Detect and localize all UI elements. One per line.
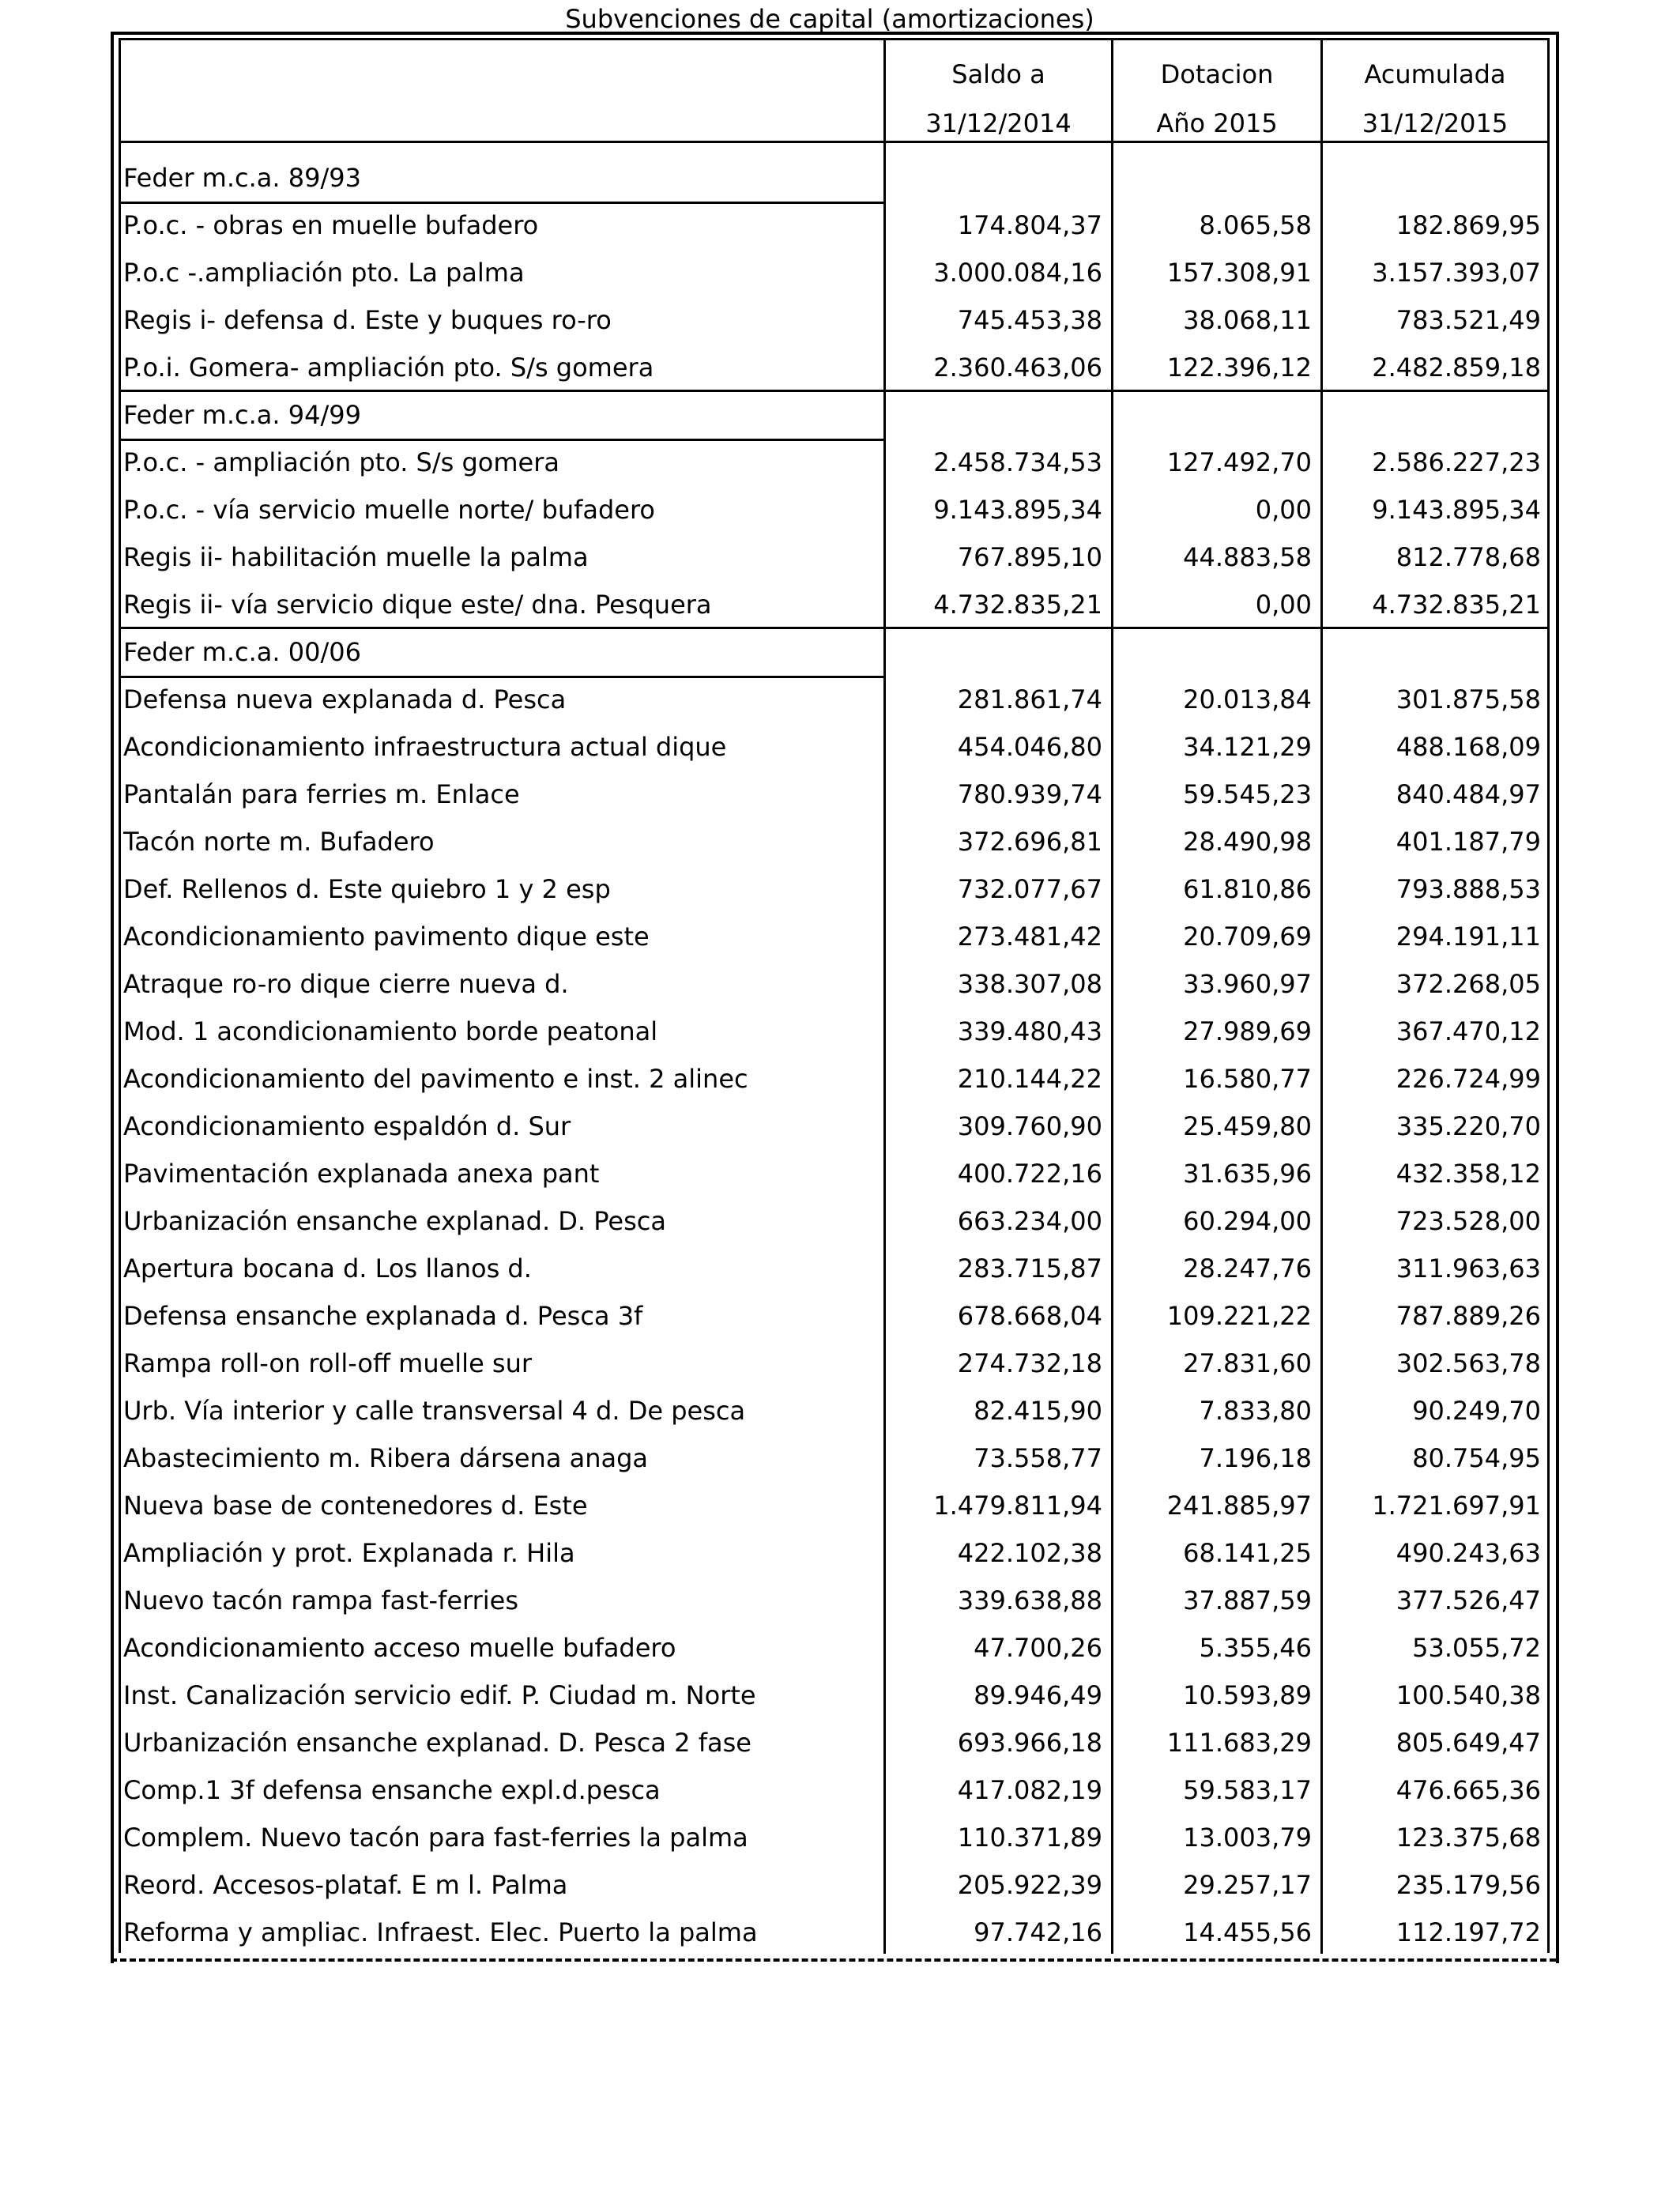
- row-acumulada-2015: 432.358,12: [1396, 1159, 1541, 1189]
- row-label: P.o.i. Gomera- ampliación pto. S/s gomera: [123, 352, 654, 383]
- row-acumulada-2015: 301.875,58: [1396, 684, 1541, 714]
- row-acumulada-2015: 377.526,47: [1396, 1585, 1541, 1615]
- row-acumulada-2015: 2.482.859,18: [1372, 352, 1541, 383]
- row-acumulada-2015: 4.732.835,21: [1372, 590, 1541, 620]
- row-acumulada-2015: 476.665,36: [1396, 1775, 1541, 1805]
- row-acumulada-2015: 401.187,79: [1396, 827, 1541, 857]
- header-dotacion-line2: Año 2015: [1156, 108, 1278, 138]
- row-dotacion-2015: 127.492,70: [1166, 447, 1312, 477]
- row-label: Comp.1 3f defensa ensanche expl.d.pesca: [123, 1775, 661, 1805]
- row-acumulada-2015: 793.888,53: [1396, 874, 1541, 904]
- row-label: P.o.c. - ampliación pto. S/s gomera: [123, 447, 559, 477]
- table-row: [0, 1672, 1680, 1719]
- row-acumulada-2015: 226.724,99: [1396, 1064, 1541, 1094]
- header-dotacion-line1: Dotacion: [1160, 59, 1274, 89]
- row-label: P.o.c -.ampliación pto. La palma: [123, 258, 525, 288]
- row-dotacion-2015: 33.960,97: [1183, 969, 1312, 999]
- row-saldo-2014: 732.077,67: [957, 874, 1102, 904]
- table-row: [0, 1814, 1680, 1861]
- table-row: [0, 344, 1680, 391]
- row-label: Defensa nueva explanada d. Pesca: [123, 684, 567, 714]
- row-saldo-2014: 767.895,10: [957, 542, 1102, 572]
- row-label: Reord. Accesos-plataf. E m l. Palma: [123, 1870, 568, 1900]
- row-acumulada-2015: 840.484,97: [1396, 779, 1541, 809]
- row-dotacion-2015: 241.885,97: [1166, 1491, 1312, 1521]
- row-saldo-2014: 454.046,80: [957, 732, 1102, 762]
- row-dotacion-2015: 27.831,60: [1183, 1348, 1312, 1378]
- table-row: [0, 1245, 1680, 1292]
- table-row: [0, 1008, 1680, 1055]
- row-label: Regis ii- habilitación muelle la palma: [123, 542, 589, 572]
- row-label: Mod. 1 acondicionamiento borde peatonal: [123, 1016, 658, 1046]
- row-saldo-2014: 417.082,19: [957, 1775, 1102, 1805]
- row-saldo-2014: 82.415,90: [974, 1396, 1102, 1426]
- row-saldo-2014: 47.700,26: [974, 1633, 1102, 1663]
- row-dotacion-2015: 28.247,76: [1183, 1253, 1312, 1284]
- row-saldo-2014: 678.668,04: [957, 1301, 1102, 1331]
- row-acumulada-2015: 311.963,63: [1396, 1253, 1541, 1284]
- row-saldo-2014: 339.638,88: [957, 1585, 1102, 1615]
- row-label: Urb. Vía interior y calle transversal 4 d. De pesca: [123, 1396, 746, 1426]
- row-dotacion-2015: 59.545,23: [1183, 779, 1312, 809]
- row-acumulada-2015: 3.157.393,07: [1372, 258, 1541, 288]
- row-label: Acondicionamiento pavimento dique este: [123, 922, 650, 952]
- row-acumulada-2015: 723.528,00: [1396, 1206, 1541, 1236]
- table-row: [0, 1387, 1680, 1434]
- table-row: [0, 1719, 1680, 1766]
- row-label: Urbanización ensanche explanad. D. Pesca 2 fase: [123, 1728, 751, 1758]
- row-saldo-2014: 400.722,16: [957, 1159, 1102, 1189]
- row-saldo-2014: 780.939,74: [957, 779, 1102, 809]
- row-dotacion-2015: 31.635,96: [1183, 1159, 1312, 1189]
- row-label: P.o.c. - obras en muelle bufadero: [123, 210, 539, 240]
- table-row: [0, 202, 1680, 249]
- row-dotacion-2015: 10.593,89: [1183, 1680, 1312, 1710]
- row-acumulada-2015: 787.889,26: [1396, 1301, 1541, 1331]
- row-saldo-2014: 73.558,77: [974, 1443, 1102, 1473]
- table-row: [0, 771, 1680, 818]
- row-dotacion-2015: 5.355,46: [1199, 1633, 1312, 1663]
- row-dotacion-2015: 14.455,56: [1183, 1917, 1312, 1947]
- row-saldo-2014: 205.922,39: [957, 1870, 1102, 1900]
- row-acumulada-2015: 90.249,70: [1412, 1396, 1541, 1426]
- section-header: [0, 628, 1680, 676]
- row-acumulada-2015: 294.191,11: [1396, 922, 1541, 952]
- row-acumulada-2015: 372.268,05: [1396, 969, 1541, 999]
- table-row: [0, 296, 1680, 344]
- table-row: [0, 818, 1680, 865]
- table-row: [0, 1861, 1680, 1909]
- row-label: Acondicionamiento espaldón d. Sur: [123, 1111, 571, 1141]
- row-label: Nuevo tacón rampa fast-ferries: [123, 1585, 518, 1615]
- row-saldo-2014: 97.742,16: [974, 1917, 1102, 1947]
- row-acumulada-2015: 100.540,38: [1396, 1680, 1541, 1710]
- table-row: [0, 1150, 1680, 1197]
- row-saldo-2014: 422.102,38: [957, 1538, 1102, 1568]
- row-dotacion-2015: 68.141,25: [1183, 1538, 1312, 1568]
- row-saldo-2014: 1.479.811,94: [933, 1491, 1102, 1521]
- table-row: [0, 913, 1680, 960]
- section-header: [0, 391, 1680, 439]
- row-dotacion-2015: 20.709,69: [1183, 922, 1312, 952]
- header-saldo-line1: Saldo a: [951, 59, 1045, 89]
- table-row: [0, 1909, 1680, 1956]
- row-saldo-2014: 4.732.835,21: [933, 590, 1102, 620]
- row-dotacion-2015: 34.121,29: [1183, 732, 1312, 762]
- table-row: [0, 581, 1680, 628]
- header-acumulada-line1: Acumulada: [1364, 59, 1506, 89]
- row-label: Complem. Nuevo tacón para fast-ferries la palma: [123, 1823, 748, 1853]
- row-label: Acondicionamiento acceso muelle bufadero: [123, 1633, 676, 1663]
- table-row: [0, 486, 1680, 533]
- row-acumulada-2015: 783.521,49: [1396, 305, 1541, 335]
- table-row: [0, 1434, 1680, 1482]
- row-dotacion-2015: 13.003,79: [1183, 1823, 1312, 1853]
- row-dotacion-2015: 0,00: [1255, 495, 1312, 525]
- table-row: [0, 1482, 1680, 1529]
- table-row: [0, 439, 1680, 486]
- table-row: [0, 249, 1680, 296]
- row-label: Atraque ro-ro dique cierre nueva d.: [123, 969, 569, 999]
- section-header: [0, 154, 1680, 202]
- table-row: [0, 533, 1680, 581]
- row-label: Acondicionamiento del pavimento e inst. 2 alinec: [123, 1064, 748, 1094]
- table-row: [0, 723, 1680, 771]
- table-bottom-dashed-line: [111, 1958, 1556, 1962]
- row-dotacion-2015: 20.013,84: [1183, 684, 1312, 714]
- table-row: [0, 1529, 1680, 1577]
- row-dotacion-2015: 157.308,91: [1166, 258, 1312, 288]
- section-title: Feder m.c.a. 94/99: [123, 400, 361, 430]
- row-dotacion-2015: 44.883,58: [1183, 542, 1312, 572]
- row-label: Inst. Canalización servicio edif. P. Ciudad m. Norte: [123, 1680, 756, 1710]
- row-saldo-2014: 2.458.734,53: [933, 447, 1102, 477]
- row-acumulada-2015: 80.754,95: [1412, 1443, 1541, 1473]
- row-saldo-2014: 339.480,43: [957, 1016, 1102, 1046]
- row-dotacion-2015: 25.459,80: [1183, 1111, 1312, 1141]
- row-saldo-2014: 274.732,18: [957, 1348, 1102, 1378]
- row-acumulada-2015: 9.143.895,34: [1372, 495, 1541, 525]
- row-label: Ampliación y prot. Explanada r. Hila: [123, 1538, 575, 1568]
- row-acumulada-2015: 123.375,68: [1396, 1823, 1541, 1853]
- row-dotacion-2015: 28.490,98: [1183, 827, 1312, 857]
- row-label: Urbanización ensanche explanad. D. Pesca: [123, 1206, 666, 1236]
- row-dotacion-2015: 7.196,18: [1199, 1443, 1312, 1473]
- row-acumulada-2015: 182.869,95: [1396, 210, 1541, 240]
- row-saldo-2014: 9.143.895,34: [933, 495, 1102, 525]
- row-label: Acondicionamiento infraestructura actual dique: [123, 732, 727, 762]
- table-row: [0, 1197, 1680, 1245]
- row-dotacion-2015: 0,00: [1255, 590, 1312, 620]
- row-dotacion-2015: 37.887,59: [1183, 1585, 1312, 1615]
- document-title: Subvenciones de capital (amortizaciones): [565, 4, 1094, 34]
- row-saldo-2014: 174.804,37: [957, 210, 1102, 240]
- row-saldo-2014: 281.861,74: [957, 684, 1102, 714]
- row-label: Apertura bocana d. Los llanos d.: [123, 1253, 532, 1284]
- row-dotacion-2015: 29.257,17: [1183, 1870, 1312, 1900]
- row-acumulada-2015: 367.470,12: [1396, 1016, 1541, 1046]
- row-saldo-2014: 693.966,18: [957, 1728, 1102, 1758]
- row-saldo-2014: 89.946,49: [974, 1680, 1102, 1710]
- row-dotacion-2015: 16.580,77: [1183, 1064, 1312, 1094]
- row-saldo-2014: 372.696,81: [957, 827, 1102, 857]
- row-label: Tacón norte m. Bufadero: [123, 827, 435, 857]
- row-acumulada-2015: 53.055,72: [1412, 1633, 1541, 1663]
- row-label: Abastecimiento m. Ribera dársena anaga: [123, 1443, 649, 1473]
- table-row: [0, 1766, 1680, 1814]
- row-label: Rampa roll-on roll-off muelle sur: [123, 1348, 533, 1378]
- row-label: Def. Rellenos d. Este quiebro 1 y 2 esp: [123, 874, 611, 904]
- table-row: [0, 1577, 1680, 1624]
- row-dotacion-2015: 38.068,11: [1183, 305, 1312, 335]
- row-saldo-2014: 283.715,87: [957, 1253, 1102, 1284]
- header-bottom-line: [119, 141, 1547, 143]
- row-saldo-2014: 273.481,42: [957, 922, 1102, 952]
- row-label: Regis i- defensa d. Este y buques ro-ro: [123, 305, 612, 335]
- table-row: [0, 676, 1680, 723]
- row-saldo-2014: 745.453,38: [957, 305, 1102, 335]
- table-row: [0, 960, 1680, 1008]
- row-dotacion-2015: 60.294,00: [1183, 1206, 1312, 1236]
- table-row: [0, 1055, 1680, 1103]
- row-dotacion-2015: 27.989,69: [1183, 1016, 1312, 1046]
- table-row: [0, 1103, 1680, 1150]
- row-acumulada-2015: 112.197,72: [1396, 1917, 1541, 1947]
- row-dotacion-2015: 61.810,86: [1183, 874, 1312, 904]
- row-saldo-2014: 2.360.463,06: [933, 352, 1102, 383]
- table-row: [0, 1340, 1680, 1387]
- row-saldo-2014: 663.234,00: [957, 1206, 1102, 1236]
- row-acumulada-2015: 488.168,09: [1396, 732, 1541, 762]
- row-saldo-2014: 338.307,08: [957, 969, 1102, 999]
- row-acumulada-2015: 812.778,68: [1396, 542, 1541, 572]
- table-row: [0, 865, 1680, 913]
- row-label: Reforma y ampliac. Infraest. Elec. Puerto la palma: [123, 1917, 758, 1947]
- row-dotacion-2015: 122.396,12: [1166, 352, 1312, 383]
- row-acumulada-2015: 302.563,78: [1396, 1348, 1541, 1378]
- row-label: Nueva base de contenedores d. Este: [123, 1491, 588, 1521]
- header-saldo-line2: 31/12/2014: [925, 108, 1072, 138]
- row-label: Defensa ensanche explanada d. Pesca 3f: [123, 1301, 643, 1331]
- section-title: Feder m.c.a. 89/93: [123, 163, 361, 193]
- row-label: Pantalán para ferries m. Enlace: [123, 779, 520, 809]
- row-dotacion-2015: 7.833,80: [1199, 1396, 1312, 1426]
- header-acumulada-line2: 31/12/2015: [1362, 108, 1509, 138]
- row-saldo-2014: 210.144,22: [957, 1064, 1102, 1094]
- row-dotacion-2015: 59.583,17: [1183, 1775, 1312, 1805]
- row-dotacion-2015: 8.065,58: [1199, 210, 1312, 240]
- row-saldo-2014: 3.000.084,16: [933, 258, 1102, 288]
- row-acumulada-2015: 805.649,47: [1396, 1728, 1541, 1758]
- table-row: [0, 1292, 1680, 1340]
- row-label: Regis ii- vía servicio dique este/ dna. Pesquera: [123, 590, 712, 620]
- row-acumulada-2015: 335.220,70: [1396, 1111, 1541, 1141]
- row-acumulada-2015: 1.721.697,91: [1372, 1491, 1541, 1521]
- row-dotacion-2015: 109.221,22: [1166, 1301, 1312, 1331]
- row-dotacion-2015: 111.683,29: [1166, 1728, 1312, 1758]
- table-row: [0, 1624, 1680, 1672]
- row-label: Pavimentación explanada anexa pant: [123, 1159, 600, 1189]
- row-acumulada-2015: 2.586.227,23: [1372, 447, 1541, 477]
- row-saldo-2014: 309.760,90: [957, 1111, 1102, 1141]
- row-label: P.o.c. - vía servicio muelle norte/ bufadero: [123, 495, 655, 525]
- row-acumulada-2015: 490.243,63: [1396, 1538, 1541, 1568]
- section-title: Feder m.c.a. 00/06: [123, 637, 361, 667]
- row-acumulada-2015: 235.179,56: [1396, 1870, 1541, 1900]
- row-saldo-2014: 110.371,89: [957, 1823, 1102, 1853]
